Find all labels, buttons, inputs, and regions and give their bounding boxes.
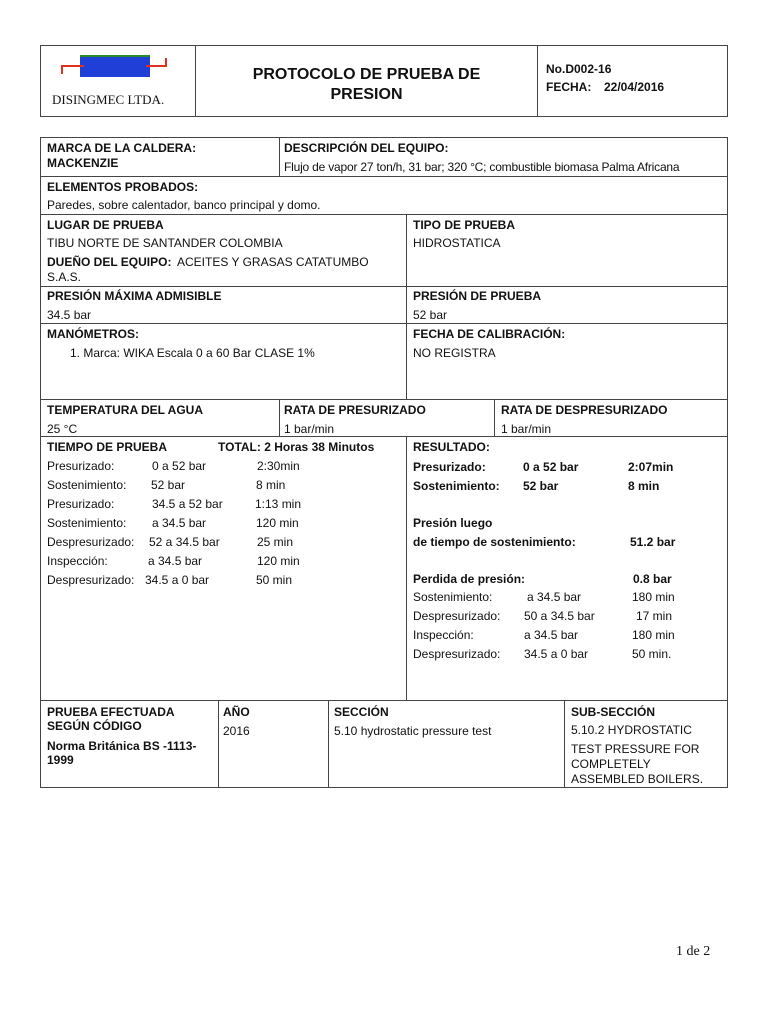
date-label: FECHA: (546, 80, 592, 94)
marca-label: MARCA DE LA CALDERA: (47, 141, 197, 155)
tipo-label: TIPO DE PRUEBA (413, 218, 516, 232)
row-line (40, 323, 728, 324)
resultado-row-0-fase: Presurizado: (413, 460, 486, 474)
ano-label: AÑO (223, 705, 250, 719)
tiempo-row-3-rango: a 34.5 bar (152, 516, 207, 530)
presion-max-label: PRESIÓN MÁXIMA ADMISIBLE (47, 289, 222, 303)
dueno-value-line2: S.A.S. (47, 270, 82, 284)
ano-value: 2016 (223, 724, 250, 738)
descripcion-value: Flujo de vapor 27 ton/h, 31 bar; 320 °C; combustible biomasa Palma Africana (284, 160, 680, 174)
row-line (40, 436, 728, 437)
row-line (40, 399, 728, 400)
marca-value: MACKENZIE (47, 156, 119, 170)
resultado-detail-3-duracion: 50 min. (632, 647, 672, 661)
tiempo-row-4-duracion: 25 min (257, 535, 294, 549)
subseccion-line-2: COMPLETELY (571, 757, 651, 771)
lugar-value: TIBU NORTE DE SANTANDER COLOMBIA (47, 236, 283, 250)
subseccion-line-3: ASSEMBLED BOILERS. (571, 772, 704, 786)
tiempo-row-6-rango: 34.5 a 0 bar (145, 573, 210, 587)
subseccion-line-1: TEST PRESSURE FOR (571, 742, 700, 756)
tiempo-row-6-duracion: 50 min (256, 573, 293, 587)
tiempo-row-5-duracion: 120 min (257, 554, 300, 568)
subseccion-line-0: 5.10.2 HYDROSTATIC (571, 723, 692, 737)
presion-prueba-value: 52 bar (413, 308, 448, 322)
tiempo-row-1-fase: Sostenimiento: (47, 478, 127, 492)
tiempo-row-6-fase: Despresurizado: (47, 573, 135, 587)
resultado-detail-1-fase: Despresurizado: (413, 609, 501, 623)
tiempo-row-2-rango: 34.5 a 52 bar (152, 497, 223, 511)
perdida-label: Perdida de presión: (413, 572, 526, 586)
codigo-label: PRUEBA EFECTUADA (47, 705, 175, 719)
header-divider-2 (537, 45, 538, 117)
presion-luego-label-line2: de tiempo de sostenimiento: (413, 535, 576, 549)
main-table (40, 137, 728, 788)
page-number: 1 de 2 (676, 944, 711, 959)
presion-luego-value: 51.2 bar (630, 535, 676, 549)
document-title-line2: PRESION (330, 86, 403, 103)
codigo-value-line2: 1999 (47, 753, 74, 767)
col-line (279, 399, 280, 436)
resultado-detail-2-rango: a 34.5 bar (524, 628, 579, 642)
elementos-label: ELEMENTOS PROBADOS: (47, 180, 199, 194)
seccion-value: 5.10 hydrostatic pressure test (334, 724, 492, 738)
elementos-value: Paredes, sobre calentador, banco principal y domo. (47, 198, 321, 212)
resultado-detail-3-rango: 34.5 a 0 bar (524, 647, 589, 661)
temperatura-value: 25 °C (47, 422, 78, 436)
row-line (40, 286, 728, 287)
col-line (328, 700, 329, 788)
presion-max-value: 34.5 bar (47, 308, 92, 322)
temperatura-label: TEMPERATURA DEL AGUA (47, 403, 203, 417)
resultado-row-1-fase: Sostenimiento: (413, 479, 500, 493)
resultado-detail-0-duracion: 180 min (632, 590, 675, 604)
row-line (40, 700, 728, 701)
resultado-detail-1-rango: 50 a 34.5 bar (524, 609, 595, 623)
col-line (564, 700, 565, 788)
lugar-label: LUGAR DE PRUEBA (47, 218, 164, 232)
rata-pres-label: RATA DE PRESURIZADO (284, 403, 426, 417)
tiempo-row-0-rango: 0 a 52 bar (152, 459, 207, 473)
tiempo-row-1-duracion: 8 min (256, 478, 286, 492)
codigo-label-line2: SEGÚN CÓDIGO (47, 719, 142, 733)
tipo-value: HIDROSTATICA (413, 236, 501, 250)
col-line (279, 137, 280, 176)
calibracion-label: FECHA DE CALIBRACIÓN: (413, 327, 566, 341)
codigo-value: Norma Británica BS -1113- (47, 739, 197, 753)
tiempo-row-5-fase: Inspección: (47, 554, 108, 568)
tiempo-row-4-fase: Despresurizado: (47, 535, 135, 549)
company-logo-icon (58, 52, 170, 82)
tiempo-label: TIEMPO DE PRUEBA (47, 440, 168, 454)
tiempo-row-0-fase: Presurizado: (47, 459, 115, 473)
resultado-label: RESULTADO: (413, 440, 490, 454)
col-line (406, 436, 407, 700)
row-line (40, 176, 728, 177)
tiempo-row-4-rango: 52 a 34.5 bar (149, 535, 220, 549)
company-name: DISINGMEC LTDA. (52, 92, 165, 107)
resultado-row-1-duracion: 8 min (628, 479, 660, 493)
resultado-detail-2-duracion: 180 min (632, 628, 675, 642)
tiempo-row-3-duracion: 120 min (256, 516, 299, 530)
document-number: No.D002-16 (546, 62, 612, 76)
resultado-row-0-duracion: 2:07min (628, 460, 674, 474)
presion-prueba-label: PRESIÓN DE PRUEBA (413, 289, 542, 303)
perdida-value: 0.8 bar (633, 572, 672, 586)
resultado-detail-0-fase: Sostenimiento: (413, 590, 493, 604)
manometros-item: 1. Marca: WIKA Escala 0 a 60 Bar CLASE 1% (70, 346, 315, 360)
col-line (406, 214, 407, 399)
rata-despres-label: RATA DE DESPRESURIZADO (501, 403, 668, 417)
tiempo-row-2-duracion: 1:13 min (255, 497, 302, 511)
resultado-row-0-rango: 0 a 52 bar (523, 460, 579, 474)
seccion-label: SECCIÓN (334, 705, 389, 719)
dueno-label: DUEÑO DEL EQUIPO: (47, 255, 172, 269)
calibracion-value: NO REGISTRA (413, 346, 496, 360)
tiempo-row-1-rango: 52 bar (151, 478, 186, 492)
row-line (40, 214, 728, 215)
resultado-detail-1-duracion: 17 min (636, 609, 673, 623)
tiempo-row-5-rango: a 34.5 bar (148, 554, 203, 568)
dueno-value: ACEITES Y GRASAS CATATUMBO (177, 255, 369, 269)
rata-pres-value: 1 bar/min (284, 422, 335, 436)
tiempo-row-2-fase: Presurizado: (47, 497, 115, 511)
manometros-label: MANÓMETROS: (47, 327, 139, 341)
resultado-detail-0-rango: a 34.5 bar (527, 590, 582, 604)
col-line (494, 399, 495, 436)
tiempo-row-3-fase: Sostenimiento: (47, 516, 127, 530)
subseccion-label: SUB-SECCIÓN (571, 705, 656, 719)
col-line (218, 700, 219, 788)
resultado-detail-3-fase: Despresurizado: (413, 647, 501, 661)
resultado-detail-2-fase: Inspección: (413, 628, 474, 642)
rata-despres-value: 1 bar/min (501, 422, 552, 436)
document-title: PROTOCOLO DE PRUEBA DE (252, 66, 481, 83)
presion-luego-label: Presión luego (413, 516, 493, 530)
descripcion-label: DESCRIPCIÓN DEL EQUIPO: (284, 141, 449, 155)
tiempo-row-0-duracion: 2:30min (257, 459, 300, 473)
resultado-row-1-rango: 52 bar (523, 479, 559, 493)
tiempo-total: TOTAL: 2 Horas 38 Minutos (218, 440, 375, 454)
date-value: 22/04/2016 (604, 80, 665, 94)
